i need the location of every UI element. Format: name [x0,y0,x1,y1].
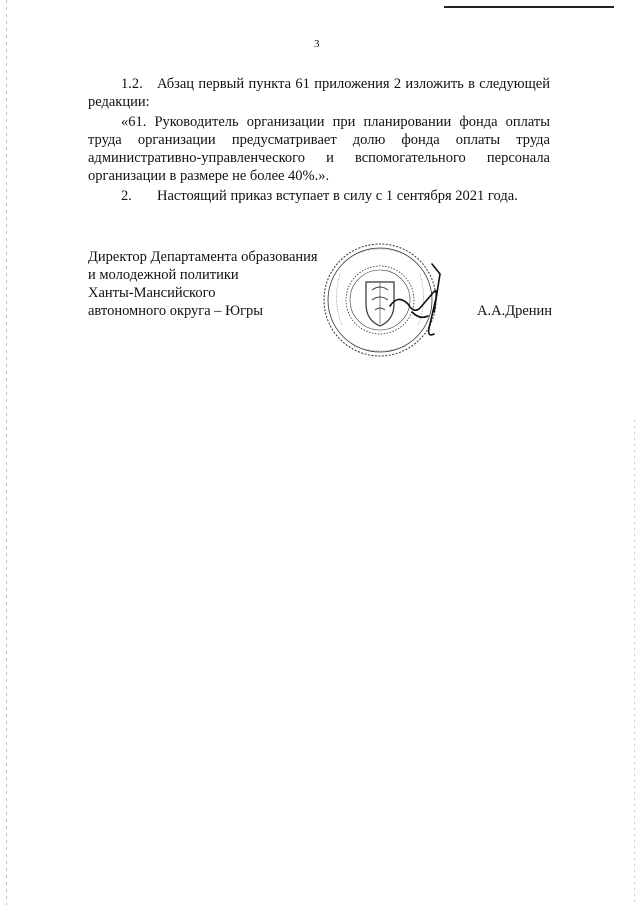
paragraph-2 [88,187,550,205]
page-number: 3 [314,38,320,50]
item-number: 1.2. [121,76,143,92]
paragraph-text: Настоящий приказ вступает в силу с 1 сентября 2021 года. [157,188,518,204]
signatory-position-line: автономного округа – Югры [88,303,264,319]
item-number: 2. [121,188,132,204]
scan-artifact-left-edge [6,0,7,905]
paragraph-text: «61. Руководитель организации при планировании фонда оплаты труда организации предусматривает долю фонда оплаты труда административно-управленческого и вспомогательного персонала организации в размере не более 40%.». [88,114,550,184]
scan-artifact-right-edge [634,420,635,905]
paragraph-text: Абзац первый пункта 61 приложения 2 изложить в следующей редакции: [88,76,550,110]
signatory-position-line: Директор Департамента образования [88,249,318,265]
official-seal-icon [320,234,450,364]
paragraph-1-2 [88,75,550,111]
signatory-position-line: Ханты-Мансийского [88,285,216,301]
signature-block [88,248,553,320]
scan-artifact-top-line [444,6,614,8]
document-body [88,75,550,207]
signatory-name: А.А.Дренин [477,303,553,319]
signatory-position-line: и молодежной политики [88,267,239,283]
paragraph-quote-61 [88,113,550,185]
